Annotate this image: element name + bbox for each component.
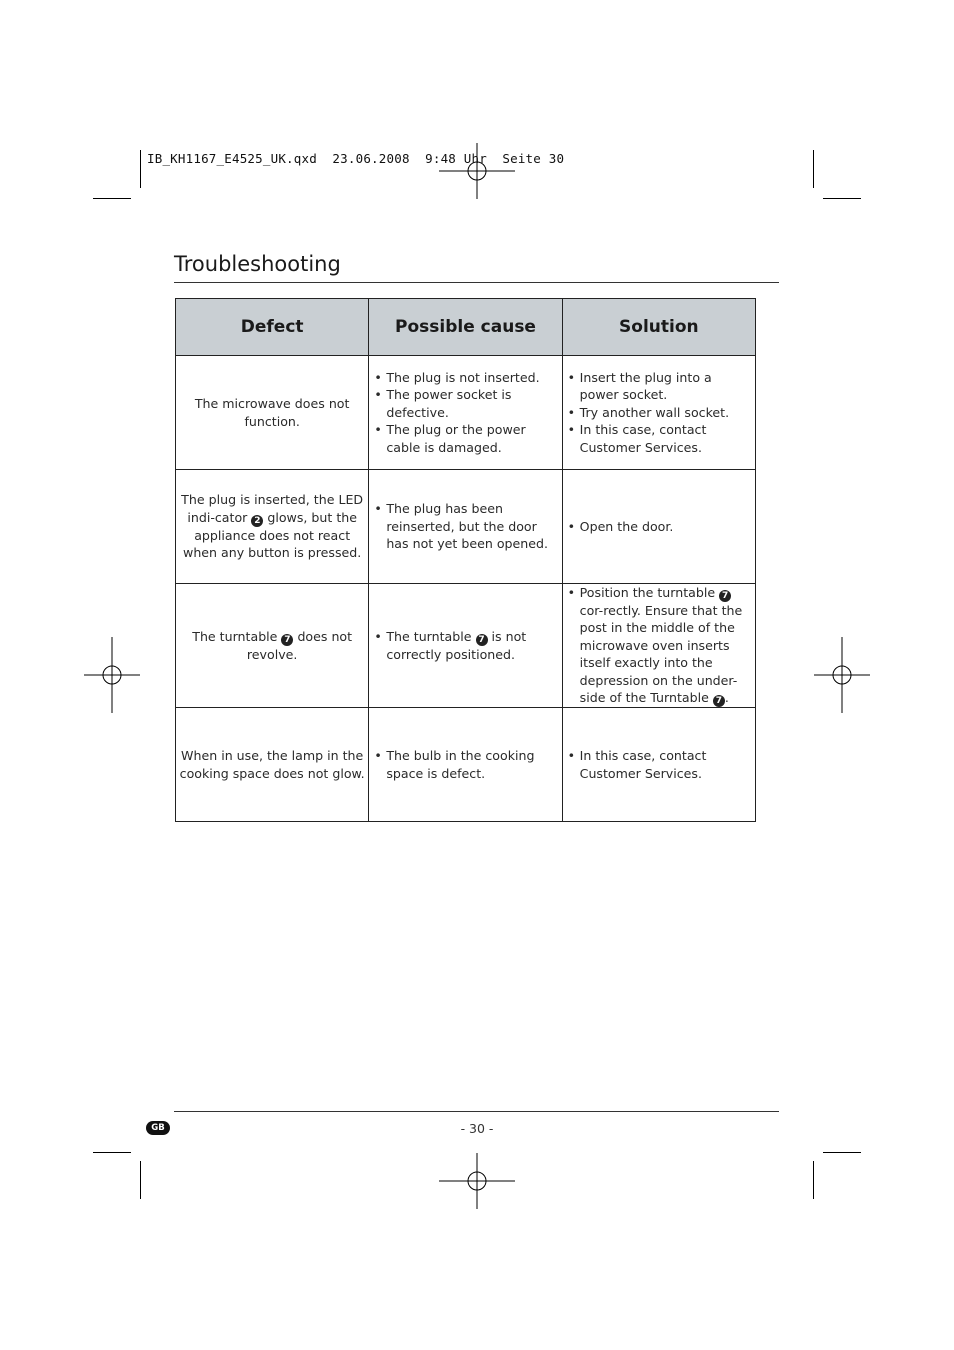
- turntable-number-icon: 7: [281, 634, 293, 646]
- crop-mark-bottom-left-vertical: [140, 1161, 141, 1199]
- cause-cell: [369, 708, 562, 822]
- table-row: [176, 584, 756, 708]
- header-solution: Solution: [562, 299, 755, 356]
- cause-item: • The bulb in the cooking space is defect.: [386, 747, 558, 782]
- crop-mark-top-right-horizontal: [823, 198, 861, 199]
- defect-text-part: does not revolve.: [246, 628, 353, 662]
- solution-item: • In this case, contact Customer Services.: [580, 747, 752, 782]
- crop-mark-bottom-right-horizontal: [823, 1152, 861, 1153]
- defect-cell: [176, 356, 369, 470]
- page-number: - 30 -: [460, 1121, 494, 1136]
- solution-item: • In this case, contact Customer Services.: [580, 421, 752, 456]
- turntable-number-icon: 7: [476, 634, 488, 646]
- solution-item: [580, 584, 752, 707]
- table-header-row: [176, 299, 756, 356]
- defect-text: When in use, the lamp in the cooking space does not glow.: [179, 748, 365, 781]
- table-row: [176, 356, 756, 470]
- solution-text-part: .: [724, 690, 729, 706]
- turntable-number-icon: 7: [713, 695, 725, 707]
- troubleshooting-table: [175, 298, 756, 822]
- cause-item: • The plug is not inserted.: [386, 369, 558, 386]
- solution-cell: [562, 708, 755, 822]
- defect-cell: [176, 708, 369, 822]
- cause-item: • The plug or the power cable is damaged.: [386, 421, 558, 456]
- footer-divider: [174, 1111, 779, 1112]
- cause-item: • The plug has been reinserted, but the door has not yet been opened.: [386, 500, 558, 552]
- registration-mark-right-icon: [804, 637, 880, 713]
- page-title: Troubleshooting: [174, 252, 341, 276]
- language-badge: GB: [146, 1121, 170, 1135]
- print-slug-line: IB_KH1167_E4525_UK.qxd 23.06.2008 9:48 Uhr Seite 30: [147, 151, 565, 166]
- cause-text-part: is not correctly positioned.: [386, 628, 527, 662]
- defect-text-part: The plug is inserted, the LED indi-cator: [181, 492, 364, 525]
- registration-mark-top-icon: [439, 133, 515, 209]
- cause-cell: [369, 356, 562, 470]
- solution-item: • Insert the plug into a power socket.: [580, 369, 752, 404]
- crop-mark-bottom-left-horizontal: [93, 1152, 131, 1153]
- defect-cell: [176, 584, 369, 708]
- crop-mark-top-left-horizontal: [93, 198, 131, 199]
- registration-mark-bottom-icon: [439, 1143, 515, 1219]
- title-divider: [174, 282, 779, 283]
- solution-cell: [562, 356, 755, 470]
- registration-mark-left-icon: [74, 637, 150, 713]
- led-indicator-number-icon: 2: [251, 515, 263, 527]
- solution-item: • Try another wall socket.: [580, 404, 752, 421]
- solution-item: • Open the door.: [580, 518, 752, 535]
- crop-mark-top-left-vertical: [140, 150, 141, 188]
- header-defect: Defect: [176, 299, 369, 356]
- crop-mark-bottom-right-vertical: [813, 1161, 814, 1199]
- cause-item: • The power socket is defective.: [386, 386, 558, 421]
- cause-text-part: The turntable: [386, 628, 476, 644]
- defect-text: The microwave does not function.: [194, 396, 350, 429]
- solution-cell: [562, 584, 755, 708]
- table-row: [176, 470, 756, 584]
- solution-text-part: cor-rectly. Ensure that the post in the middle of the microwave oven inserts itself exactly into the depression on the under-side of the Turntable: [579, 603, 743, 706]
- cause-item: [386, 628, 558, 663]
- header-possible-cause: Possible cause: [369, 299, 562, 356]
- turntable-number-icon: 7: [719, 590, 731, 602]
- defect-text-part: glows, but the appliance does not react when any button is pressed.: [183, 509, 362, 561]
- defect-cell: [176, 470, 369, 584]
- cause-cell: [369, 584, 562, 708]
- crop-mark-top-right-vertical: [813, 150, 814, 188]
- solution-cell: [562, 470, 755, 584]
- solution-text-part: Position the turntable: [579, 585, 720, 600]
- table-row: [176, 708, 756, 822]
- cause-cell: [369, 470, 562, 584]
- defect-text-part: The turntable: [192, 628, 282, 644]
